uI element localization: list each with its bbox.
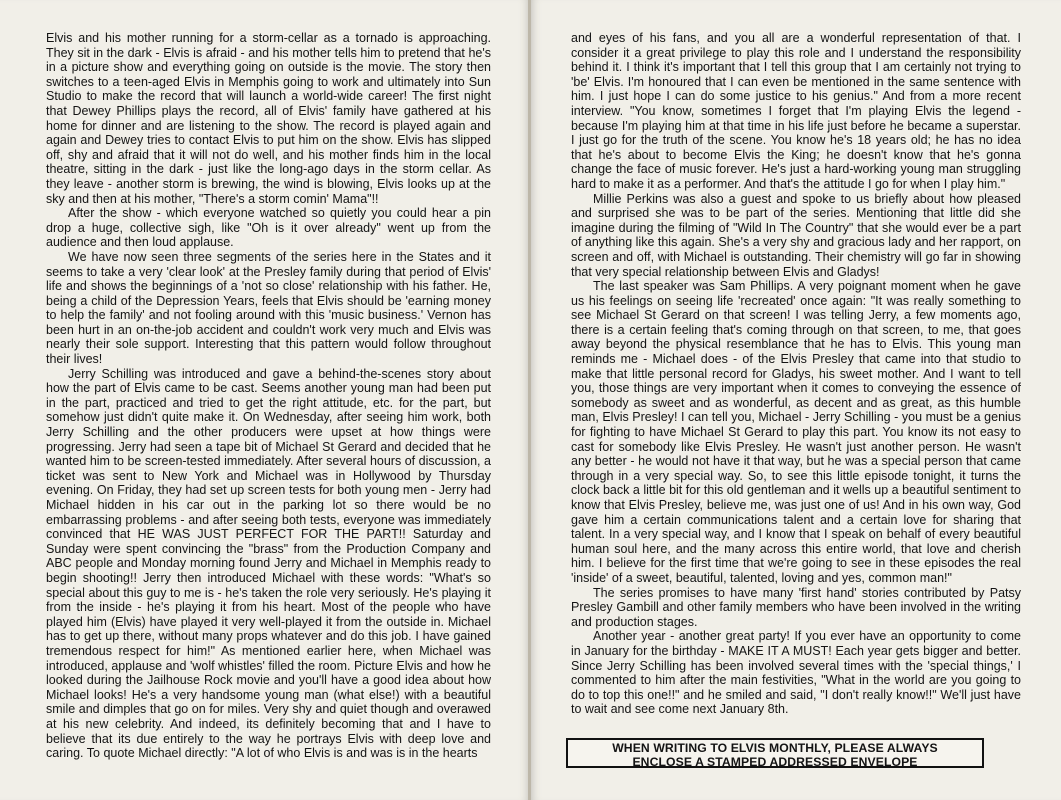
left-column-text [46, 31, 491, 761]
paragraph: Jerry Schilling was introduced and gave a behind-the-scenes story about how the part of Elvis came to be cast. Seems another young man had been put in the part, practiced and tried to get the right attitude, etc. for the part, but somehow just didn't quite make it. On Wednesday, after seeing him work, both Jerry Schilling and the other producers were upset at how things were progressing. Jerry had seen a tape bit of Michael St Gerard and decided that he wanted him to be screen-tested immediately. After several hours of discussion, a ticket was sent to New York and Michael was in Hollywood by Thursday evening. On Friday, they had set up screen tests for both young men - Jerry had Michael hidden in his car out in the parking lot so there would be no embarrassing problems - and after seeing both tests, everyone was immediately convinced that HE WAS JUST PERFECT FOR THE PART!! Saturday and Sunday were spent convincing the "brass" from the Production Company and ABC people and Monday morning found Jerry and Michael in Memphis ready to begin shooting!! Jerry then introduced Michael with these words: "What's so special about this guy to me is - he's taken the role very seriously. He's playing it from the inside - he's playing it from his heart. Most of the people who have played him (Elvis) have played it very well-played it from the outside in. Michael has to get up there, without many props whatever and do this job. I have gained tremendous respect for him!" As mentioned earlier here, when Michael was introduced, applause and 'wolf whistles' filled the room. Picture Elvis and how he looked during the Jailhouse Rock movie and you'll have a good idea about how Michael looks! He's a very handsome young man (what else!) with a beautiful smile and dimples that go on for miles. Very shy and quiet though and overawed at his new celebrity. And indeed, its definitely becoming that and I have to believe that its due entirely to the way he portrays Elvis with deep love and caring. To quote Michael directly: "A lot of who Elvis is and was is in the hearts [46, 366, 491, 761]
paragraph: The last speaker was Sam Phillips. A very poignant moment when he gave us his feelings on seeing life 'recreated' once again: "It was really something to see Michael St Gerard on that screen! I was telling Jerry, a few moments ago, there is a certain feeling that's coming through on that screen, to me, that goes away beyond the physical resemblance that he has to Elvis. This young man reminds me - Michael does - of the Elvis Presley that came into that studio to make that little personal record for Gladys, his sweet mother. And I want to tell you, those things are very important when it comes to conveying the essence of somebody as sweet and as wonderful, as decent and as great, as this humble man, Elvis Presley! I can tell you, Michael - Jerry Schilling - you must be a genius for fighting to have Michael St Gerard to play this part. You know its not easy to cast for somebody like Elvis Presley. He wasn't just another person. He wasn't any better - he would not have it that way, but he was a special person that came through in a very special way. So, to see this little episode tonight, it turns the clock back a little bit for this old gentleman and it wells up a beautiful sentiment to know that Elvis Presley, believe me, was just one of us! And in his own way, God gave him a certain communications talent and a certain love for sharing that talent. In a very special way, and I know that I speak on behalf of every beautiful human soul here, and the many across this entire world, that love and cherish him. I believe for the first time that we're going to see in these episodes the real 'inside' of a sweet, beautiful, talented, loving and yes, common man!" [571, 279, 1021, 585]
notice-line-1: WHEN WRITING TO ELVIS MONTHLY, PLEASE ALWAYS [612, 741, 938, 755]
paragraph: The series promises to have many 'first hand' stories contributed by Patsy Presley Gambill and other family members who have been involved in the writing and production stages. [571, 585, 1021, 629]
paragraph: and eyes of his fans, and you all are a wonderful representation of that. I consider it a great privilege to play this role and I understand the responsibility behind it. I think it's important that I tell this group that I am certainly not trying to 'be' Elvis. I'm honoured that I can even be mentioned in the same sentence with him. I just hope I can do some justice to his genius." And from a more recent interview. "You know, sometimes I forget that I'm playing Elvis the legend - because I'm playing him at that time in his life just before he became a superstar. I just go for the truth of the scene. You know he's 18 years old; he has no idea that he's about to become Elvis the King; he doesn't know that he's gonna change the face of music forever. He's just a hard-working young man struggling hard to make it as a performer. And that's the attitude I go for when I play him." [571, 31, 1021, 191]
paragraph: Millie Perkins was also a guest and spoke to us briefly about how pleased and surprised she was to be part of the series. Mentioning that little did she imagine during the filming of "Wild In The Country" that she would ever be a part of anything like this again. She's a very shy and gracious lady and her rapport, on screen and off, with Michael is outstanding. Their chemistry will go far in showing that very special relationship between Elvis and Gladys! [571, 191, 1021, 279]
left-page [0, 0, 529, 800]
notice-box [566, 738, 984, 768]
paragraph: Another year - another great party! If you ever have an opportunity to come in January for the birthday - MAKE IT A MUST! Each year gets bigger and better. Since Jerry Schilling has been involved several times with the 'special things,' I commented to him after the main festivities, "What in the world are you going to do to top this one!!" and he smiled and said, "I don't really know!!" We'll just have to wait and see come next January 8th. [571, 629, 1021, 717]
paragraph: After the show - which everyone watched so quietly you could hear a pin drop a huge, collective sigh, like "Oh is it over already" went up from the audience and then loud applause. [46, 206, 491, 250]
paragraph: Elvis and his mother running for a storm-cellar as a tornado is approaching. They sit in the dark - Elvis is afraid - and his mother tells him to pretend that he's in a picture show and everything going on outside is the movie. The story then switches to a teen-aged Elvis in Memphis going to work and ultimately into Sun Studio to make the record that will launch a world-wide career! The first night that Dewey Phillips plays the record, all of Elvis' family have gathered at his home for dinner and are listening to the show. The record is played again and again and Dewey tries to contact Elvis to put him on the show. Elvis has slipped off, shy and afraid that it will not do well, and his mother finds him in the local theatre, sitting in the dark - just like the long-ago days in the storm cellar. As they leave - another storm is brewing, the wind is blowing, Elvis looks up at the sky and then at his mother, "There's a storm comin' Mama"!! [46, 31, 491, 206]
right-column-text [571, 31, 1021, 717]
notice-line-2: ENCLOSE A STAMPED ADDRESSED ENVELOPE [632, 755, 918, 769]
right-page [531, 0, 1061, 800]
paragraph: We have now seen three segments of the series here in the States and it seems to take a very 'clear look' at the Presley family during that period of Elvis' life and shows the beginnings of a 'not so close' relationship with his father. He, being a child of the Depression Years, feels that Elvis should be 'earning money to help the family' and not fooling around with this 'music business.' Vernon has been hurt in an on-the-job accident and couldn't work very much and Elvis was nearly their sole support. Interesting that this pattern would follow throughout their lives! [46, 249, 491, 367]
